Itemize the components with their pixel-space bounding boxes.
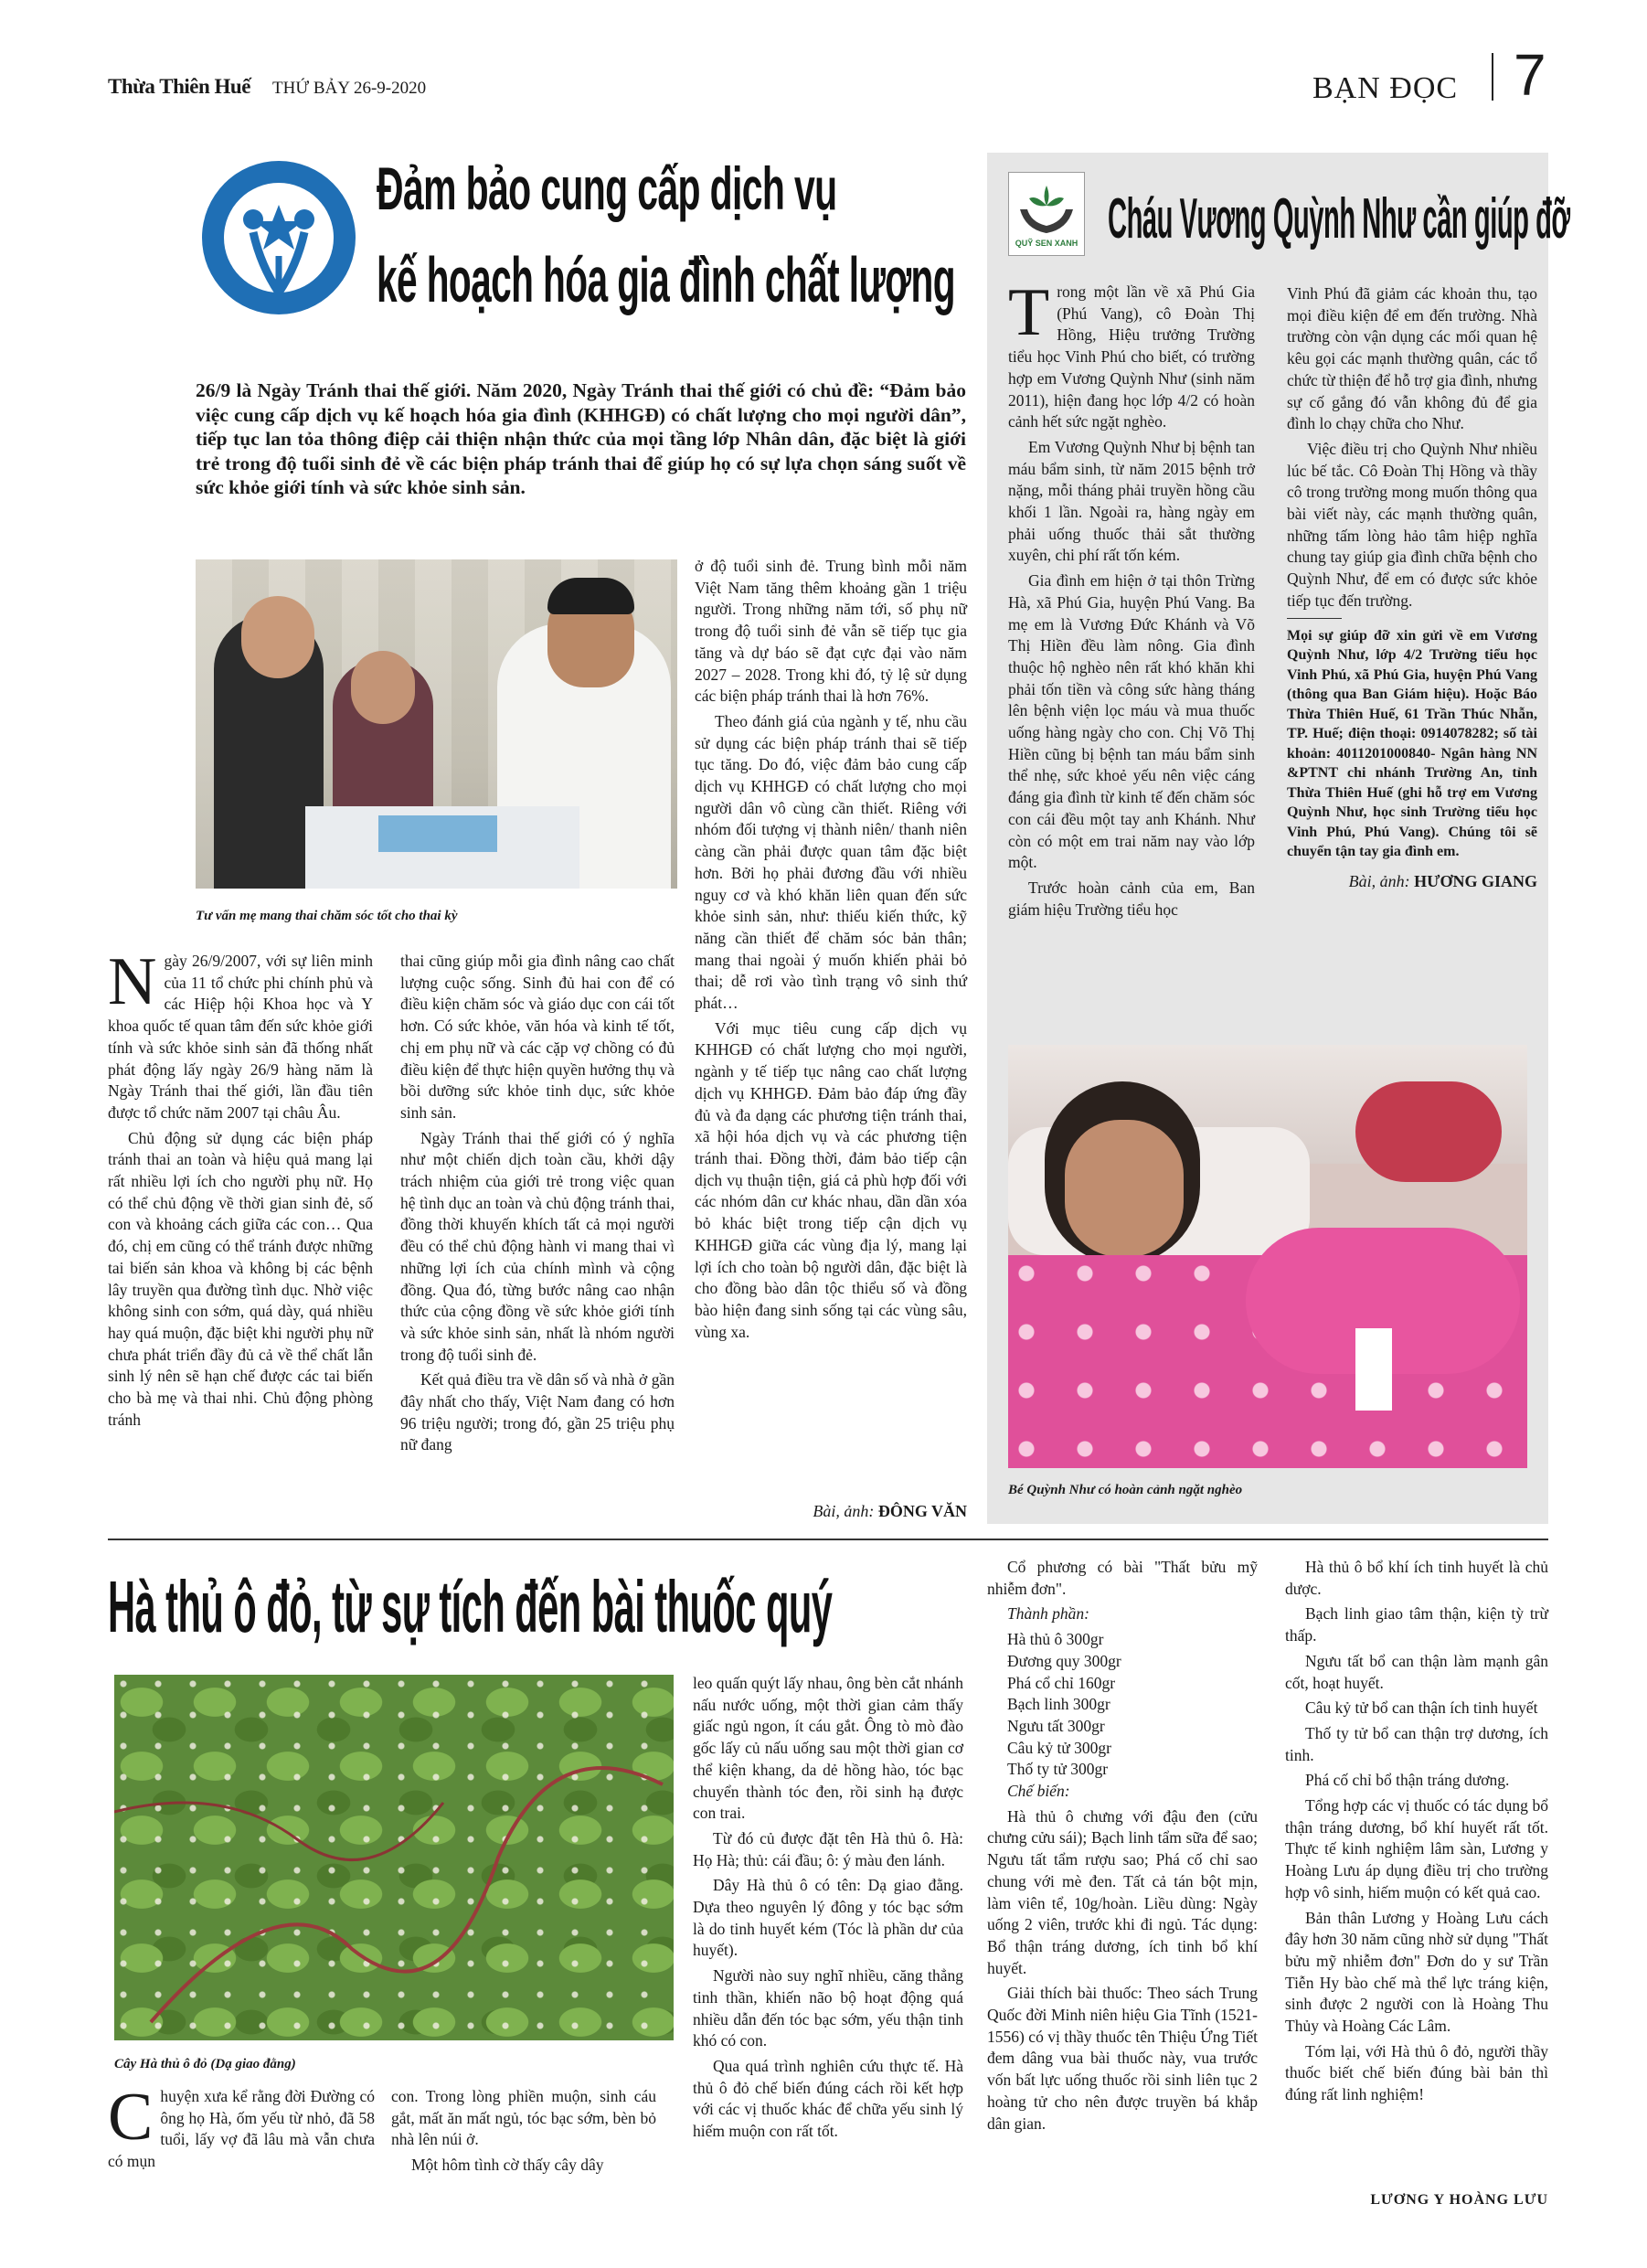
article1-col3-p1: ở độ tuổi sinh đẻ. Trung bình mỗi năm Việt Nam tăng thêm khoảng gần 1 triệu người. Trong những năm tới, số phụ nữ trong độ tuổi sinh đẻ vẫn sẽ tiếp tục gia tăng và dự báo sẽ đạt cực đại vào năm 2027 – 2028. Trong khi đó, tỷ lệ sử dụng các biện pháp tránh thai là hơn 76%. (695, 557, 967, 706)
section-name: BẠN ĐỌC (1312, 71, 1459, 105)
ingredient-item: Phá cổ chỉ 160gr (1007, 1673, 1116, 1692)
section-separator (108, 1539, 1548, 1540)
article1-col3-p2: Theo đánh giá của ngành y tế, nhu cầu sử dụng các biện pháp tránh thai sẽ tiếp tục tăng. Do đó, việc đảm bảo cung cấp dịch vụ KHHGĐ có chất lượng cho mọi người dân vô cùng cần thiết. Riêng với nhóm đối tượng vị thành niên/ thanh niên càng cần phải được quan tâm đặc biệt hơn. Bởi họ phải đương đầu với nhiều nguy cơ và khó khăn liên quan đến sức khỏe sinh sản, như: thiếu kiến thức, kỹ năng cần thiết để chăm sóc bản thân; mang thai ngoài ý muốn khiến phải bỏ thai; dễ rơi vào tình trạng vô sinh thứ phát… (695, 711, 967, 1013)
article1-col3-p3: Với mục tiêu cung cấp dịch vụ KHHGĐ có chất lượng cho mọi người, ngành y tế tiếp tục nâng cao chất lượng dịch vụ KHHGĐ. Đảm bảo đáp ứng đầy đủ và đa dạng các phương tiện tránh thai, xã hội hóa dịch vụ và các phương tiện tránh thai. Đồng thời, đảm bảo tiếp cận dịch vụ thuận tiện, giá cả phù hợp đối với các nhóm dân cư khác nhau, dần dần xóa bỏ khác biệt trong tiếp cận dịch vụ KHHGĐ giữa các vùng địa lý, mang lại lợi ích cho toàn bộ người dân, đặc biệt là cho đồng bào dân tộc thiểu số và đồng bào hiện đang sinh sống tại các vùng sâu, vùng xa. (695, 1018, 967, 1341)
article2-col3-p3: Dây Hà thủ ô có tên: Dạ giao đằng. Dựa theo nguyên lý đông y tóc bạc sớm là do tinh huyết kém (Tóc là phần dư của huyết). (693, 1876, 963, 1960)
article2-column-5 (1285, 1557, 1548, 2110)
article2-col5-p8: Bản thân Lương y Hoàng Lưu cách đây hơn 30 năm cũng nhờ sử dụng "Thất bửu mỹ nhiễm đơn" Đơn do y sư Trần Tiễn Hy bào chế mà thể lực tráng kiện, sinh được 2 người con là Hoàng Thu Thủy và Hoàng Các Lâm. (1285, 1908, 1548, 2036)
article1-signature: Bài, ảnh: ĐÔNG VĂN (813, 1502, 967, 1520)
article2-col4-h2: Chế biến: (1007, 1782, 1070, 1801)
patient-girl-photo (1008, 1045, 1527, 1468)
article2-col3-p4: Người nào suy nghĩ nhiều, căng thẳng tinh thần, khiến não bộ hoạt động quá nhiều dẫn đến tóc bạc sớm, yếu thận tinh khó có con. (693, 1966, 963, 2050)
ingredient-item: Đương quy 300gr (1007, 1651, 1121, 1670)
article2-col3-p2: Từ đó củ được đặt tên Hà thủ ô. Hà: Họ Hà; thủ: cái đầu; ô: ý màu đen lánh. (693, 1828, 963, 1869)
sidebar-title: Cháu Vương Quỳnh Như cần giúp đỡ (1108, 187, 1570, 250)
sidebar-col1-p2: Em Vương Quỳnh Như bị bệnh tan máu bẩm sinh, từ năm 2015 bệnh trở nặng, mỗi tháng phải truyền hồng cầu khối 1 lần. Ngoài ra, hàng ngày em phải uống thuốc thải sắt thường xuyên, chi phí rất tốn kém. (1008, 437, 1255, 565)
article2-col5-p7: Tổng hợp các vị thuốc có tác dụng bổ thận tráng dương, bổ khí huyết rất tốt. Thực tế kinh nghiệm lâm sàn, Lương y Hoàng Lưu áp dụng điều trị cho trường hợp vô sinh, hiếm muộn có kết quả cao. (1285, 1796, 1548, 1901)
sidebar-col1-p3: Gia đình em hiện ở tại thôn Trừng Hà, xã Phú Gia, huyện Phú Vang. Ba mẹ em là Vương Đức Khánh và Võ Thị Hiền đều làm nông. Gia đình thuộc hộ nghèo nên rất khó khăn khi phải tốn tiền và công sức hàng tháng lên bệnh viện lọc máu và mua thuốc uống hàng ngày cho con. Chị Võ Thị Hiền cũng bị bệnh tan máu bẩm sinh thể nhẹ, sức khoẻ yếu nên việc cáng đáng gia đình từ kinh tế đến chăm sóc con cái đều một tay anh Khánh. Như còn có một em trai năm nay vào lớp một. (1008, 571, 1255, 872)
article1-col1-p1: gày 26/9/2007, với sự liên minh của 11 tổ chức phi chính phủ và các Hiệp hội Khoa học và Y khoa quốc tế quan tâm đến sức khỏe giới tính và sức khỏe sinh sản đã thống nhất phát động lấy ngày 26/9 hàng năm là Ngày Tránh thai thế giới, lần đầu tiên được tổ chức năm 2007 tại châu Âu. (108, 952, 373, 1122)
article2-dropcap: C (108, 2080, 154, 2155)
article1-column-1 (108, 944, 373, 1434)
article2-col5-p5: Thố ty tử bổ can thận trợ dương, ích tinh. (1285, 1723, 1548, 1764)
article2-title: Hà thủ ô đỏ, từ sự tích đến bài thuốc quý (108, 1566, 833, 1647)
article2-col3-p1: leo quấn quýt lấy nhau, ông bèn cắt nhánh nấu nước uống, một thời gian cảm thấy giấc ngủ ngon, ít cáu gắt. Ông tò mò đào gốc lấy củ nấu uống sau một thời gian cơ thể kiện khang, da dẻ hồng hào, tóc bạc chuyển thành tóc đen, rồi sinh hạ được con trai. (693, 1674, 963, 1823)
article2-col4-h1: Thành phần: (1007, 1604, 1089, 1624)
article1-title-line1: Đảm bảo cung cấp dịch vụ (377, 154, 837, 222)
article2-col4-p1: Cổ phương có bài "Thất bửu mỹ nhiễm đơn". (987, 1558, 1258, 1598)
article1-column-2 (400, 951, 675, 1460)
masthead: Thừa Thiên Huế (108, 75, 250, 98)
article2-col4-p2: Hà thủ ô chưng với đậu đen (cửu chưng cửu sái); Bạch linh tẩm sữa để sao; Ngưu tất tẩm rượu sao; Phá cố chỉ sao chung với mè đen. Tất cả tán bột mịn, làm viên tể, 10g/hoàn. Liều dùng: Ngày uống 2 viên, trước khi đi ngủ. Tác dụng: Bổ thận tráng dương, ích tinh bổ khí huyết. (987, 1806, 1258, 1977)
article1-photo-caption: Tư vấn mẹ mang thai chăm sóc tốt cho thai kỳ (196, 909, 458, 923)
article1-col2-p1: thai cũng giúp mỗi gia đình nâng cao chất lượng cuộc sống. Sinh đủ hai con để có điều kiện chăm sóc và giáo dục con cái tốt hơn. Có sức khỏe, văn hóa và kinh tế tốt, chị em phụ nữ và các cặp vợ chồng có đủ điều kiện để thực hiện quyền hưởng thụ và bồi dưỡng sức khỏe tinh dục, sức khỏe sinh sản. (400, 952, 675, 1122)
article2-signature: LƯƠNG Y HOÀNG LƯU (1370, 2192, 1548, 2208)
ingredient-item: Thố ty tử 300gr (1007, 1760, 1109, 1779)
page-number: 7 (1514, 42, 1546, 108)
article1-title-line2: kế hoạch hóa gia đình chất lượng (377, 244, 955, 315)
article2-col5-p2: Bạch linh giao tâm thận, kiện tỳ trừ thấp. (1285, 1604, 1548, 1645)
consultation-photo (196, 559, 677, 889)
article2-column-2 (391, 2086, 656, 2180)
article1-col2-p3: Kết quả điều tra về dân số và nhà ở gần đây nhất cho thấy, Việt Nam đang có hơn 96 triệu người; trong đó, gần 25 triệu phụ nữ đang (400, 1370, 675, 1454)
article2-column-1 (108, 2080, 375, 2177)
article1-column-3 (695, 556, 967, 1347)
sidebar-contact: Mọi sự giúp đỡ xin gửi về em Vương Quỳnh Như, lớp 4/2 Trường tiểu học Vinh Phú, xã Phú Gia, huyện Phú Vang (thông qua Ban Giám hiệu). Hoặc Báo Thừa Thiên Huế, 61 Trần Thúc Nhẫn, TP. Huế; điện thoại: 0914078282; số tài khoản: 4011201000840- Ngân hàng NN &PTNT chi nhánh Trường An, tỉnh Thừa Thiên Huế (ghi hỗ trợ em Vương Quỳnh Như, học sinh Trường tiểu học Vinh Phú, Phú Vang). Chúng tôi sẽ chuyển tận tay gia đình em. (1287, 627, 1537, 860)
article1-col2-p2: Ngày Tránh thai thế giới có ý nghĩa như một chiến dịch toàn cầu, khởi dậy trách nhiệm của giới trẻ trong việc quan hệ tình dục an toàn và chủ động tránh thai, đồng thời khuyến khích tất cả mọi người đều có thể chủ động hành vi mang thai vì những lợi ích của chính mình và cộng đồng. Qua đó, từng bước nâng cao nhận thức của cộng đồng về sức khỏe giới tính và sức khỏe sinh sản, nhất là nhóm người trong độ tuổi sinh đẻ. (400, 1128, 675, 1364)
article2-col5-p6: Phá cố chỉ bổ thận tráng dương. (1305, 1771, 1510, 1790)
family-planning-logo (197, 155, 361, 320)
sen-xanh-label: QUỸ SEN XANH (1015, 239, 1079, 248)
sidebar-col1-p4: Trước hoàn cảnh của em, Ban giám hiệu Trường tiểu học (1008, 878, 1255, 919)
article2-col3-p5: Qua quá trình nghiên cứu thực tế. Hà thủ ô đỏ chế biến đúng cách rồi kết hợp với các vị thuốc khác để chữa yếu sinh lý hiếm muộn con rất tốt. (693, 2056, 963, 2141)
article1-dropcap: N (108, 944, 157, 1019)
sidebar-col2-p1: Vinh Phú đã giảm các khoản thu, tạo mọi điều kiện để em đến trường. Nhà trường còn vận dụng các mối quan hệ kêu gọi các mạnh thường quân, các tổ chức từ thiện để hỗ trợ gia đình, nhưng sự cố gắng đó vẫn không đủ để gia đình lo chạy chữa cho Như. (1287, 284, 1537, 433)
sidebar-photo-caption: Bé Quỳnh Như có hoàn cảnh ngặt nghèo (1008, 1483, 1243, 1497)
ingredient-item: Bạch linh 300gr (1007, 1695, 1110, 1714)
article2-col5-p9: Tóm lại, với Hà thủ ô đỏ, người thầy thuốc biết chế biến đúng bài bản thì đúng rất linh nghiệm! (1285, 2041, 1548, 2104)
ingredient-item: Hà thủ ô 300gr (1007, 1630, 1104, 1649)
sidebar-column-1 (1008, 275, 1255, 924)
article2-col2-p1: con. Trong lòng phiền muộn, sinh cáu gắt, mất ăn mất ngủ, tóc bạc sớm, bèn bỏ nhà lên núi ở. (391, 2087, 656, 2149)
sidebar-col2-p2: Việc điều trị cho Quỳnh Như nhiều lúc bế tắc. Cô Đoàn Thị Hồng và thầy cô trong trường mong muốn thông qua bài viết này, các mạnh thường quân, những tấm lòng hảo tâm hiệp nghĩa chung tay giúp gia đình chữa bệnh cho Quỳnh Như, để em có được sức khỏe tiếp tục đến trường. (1287, 439, 1537, 610)
article2-col1-p1: huyện xưa kể rằng đời Đường có ông họ Hà, ốm yếu từ nhỏ, đã 58 tuổi, lấy vợ đã lâu mà vẫn chưa có mụn (108, 2087, 375, 2171)
ingredients-list (987, 1629, 1258, 1781)
ha-thu-o-plant-photo (114, 1675, 674, 2040)
article2-col5-p1: Hà thủ ô bổ khí ích tinh huyết là chủ dược. (1285, 1558, 1548, 1598)
article2-column-3 (693, 1673, 963, 2146)
sen-xanh-logo (1008, 172, 1085, 256)
article2-column-4 (987, 1557, 1258, 2138)
article1-lead: 26/9 là Ngày Tránh thai thế giới. Năm 2020, Ngày Tránh thai thế giới có chủ đề: “Đảm bảo việc cung cấp dịch vụ kế hoạch hóa gia đình (KHHGĐ) có chất lượng cho mọi người dân”, tiếp tục lan tỏa thông điệp cải thiện nhận thức của mọi tầng lớp Nhân dân, đặc biệt là giới trẻ trong độ tuổi sinh đẻ về các biện pháp tránh thai để giúp họ có sự lựa chọn sáng suốt về sức khỏe giới tính và sức khỏe sinh sản. (196, 379, 966, 498)
ingredient-item: Câu kỷ tử 300gr (1007, 1738, 1111, 1757)
issue-date: THỨ BẢY 26-9-2020 (272, 79, 427, 98)
sidebar-signature: Bài, ảnh: HƯƠNG GIANG (1348, 871, 1537, 890)
ingredient-item: Ngưu tất 300gr (1007, 1716, 1105, 1735)
sidebar-column-2 (1287, 283, 1537, 892)
sidebar-rule (1287, 618, 1342, 619)
header-divider (1492, 53, 1493, 101)
article2-col2-p2: Một hôm tình cờ thấy cây dây (411, 2156, 604, 2175)
sidebar-col1-p1: rong một lần về xã Phú Gia (Phú Vang), cô Đoàn Thị Hồng, Hiệu trưởng Trường tiểu học Vinh Phú cho biết, có trường hợp em Vương Quỳnh Như (sinh năm 2011), hiện đang học lớp 4/2 có hoàn cảnh hết sức ngặt nghèo. (1008, 282, 1255, 431)
article2-photo-caption: Cây Hà thủ ô đỏ (Dạ giao đằng) (114, 2057, 296, 2071)
article2-col5-p3: Ngưu tất bổ can thận làm mạnh gân cốt, hoạt huyết. (1285, 1651, 1548, 1692)
article2-col4-p3: Giải thích bài thuốc: Theo sách Trung Quốc đời Minh niên hiệu Gia Tĩnh (1521-1556) có vị thầy thuốc tên Thiệu Ứng Tiết đem dâng vua bài thuốc này, vua trước vốn bất lực uống thuốc rồi sinh liên tục 2 hoàng tử cho nên được truyền bá khắp dân gian. (987, 1984, 1258, 2133)
article2-col5-p4: Câu kỷ tử bổ can thận ích tinh huyết (1305, 1698, 1538, 1718)
article1-col1-p2: Chủ động sử dụng các biện pháp tránh thai an toàn và hiệu quả mang lại rất nhiều lợi ích cho người phụ nữ. Họ có thể chủ động về thời gian sinh đẻ, số con và khoảng cách giữa các con… Qua đó, chị em cũng có thể tránh được những tai biến sản khoa và không bị các bệnh lây truyền qua đường tình dục. Nhờ việc không sinh con sớm, quá dày, quá nhiều hay quá muộn, đặc biệt khi người phụ nữ chưa phát triển đầy đủ cả về thể chất lẫn sinh lý nên sẽ hạn chế được các tai biến cho bà mẹ và thai nhi. Chủ động phòng tránh (108, 1128, 373, 1429)
sidebar-dropcap: T (1008, 275, 1050, 350)
